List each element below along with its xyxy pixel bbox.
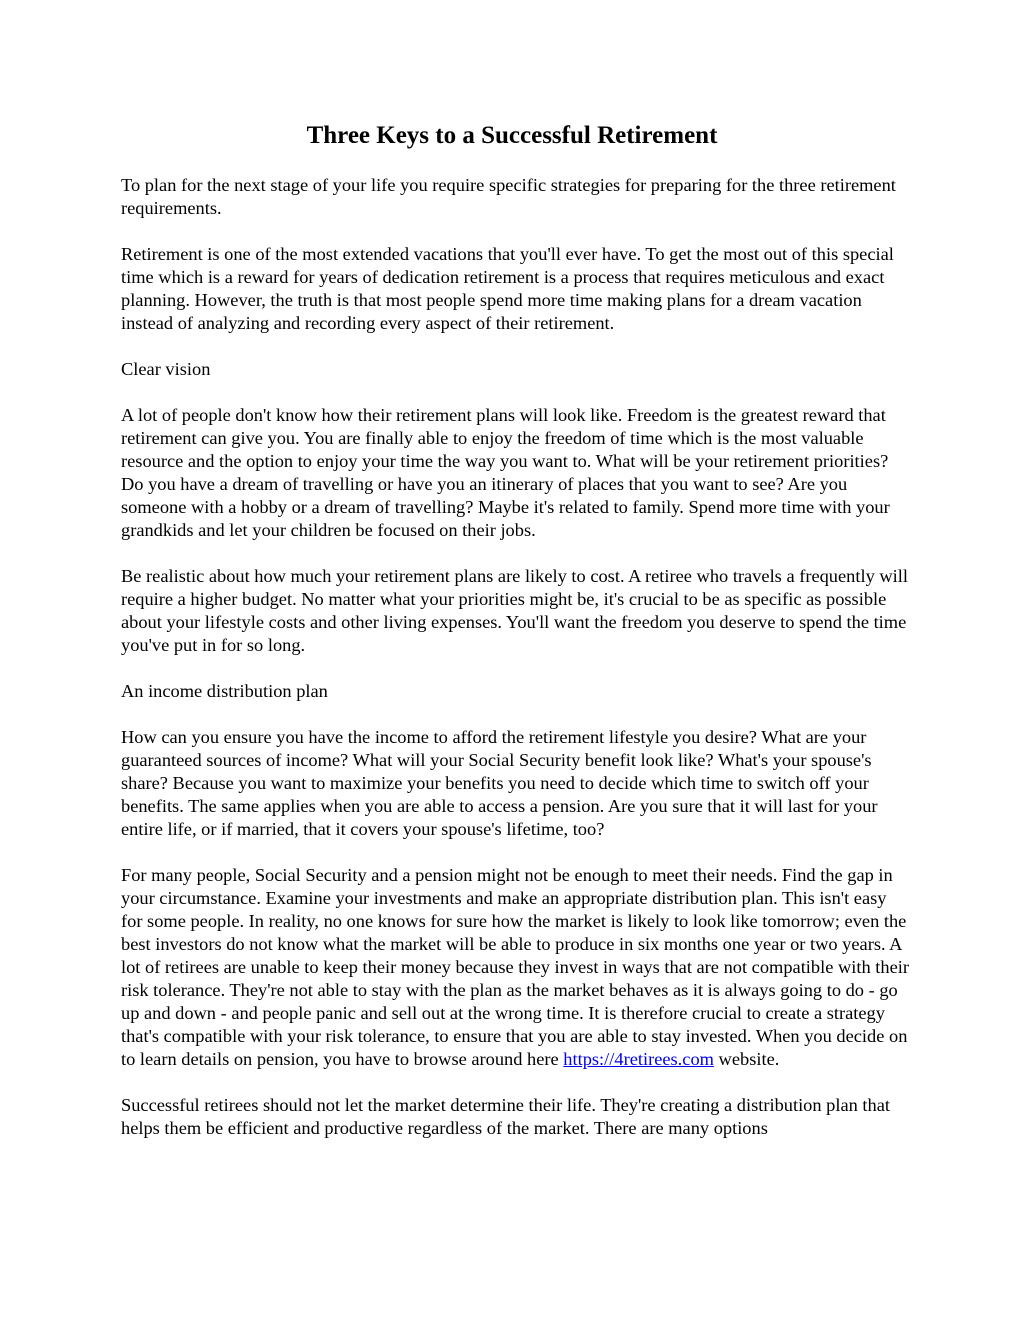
intro-paragraph: To plan for the next stage of your life you require specific strategies for preparing for the three retirement requirements.	[121, 175, 896, 218]
page-title: Three Keys to a Successful Retirement	[306, 122, 718, 149]
paragraph-text-before-link: For many people, Social Security and a pension might not be enough to meet their needs. Find the gap in your circumstance. Examine your investments and make an appropriate distribution plan. This isn't easy for some people. In reality, no one knows for sure how the market is likely to look like tomorrow; even the best investors do not know what the market will be able to produce in six months one year or two years. A lot of retirees are unable to keep their money because they invest in ways that are not compatible with their risk tolerance. They're not able to stay with the plan as the market behaves as it is always going to do - go up and down - and people panic and sell out at the wrong time. It is therefore crucial to create a strategy that's compatible with your risk tolerance, to ensure that you are able to stay invested. When you decide on to learn details on pension, you have to browse around here	[121, 865, 909, 1069]
paragraph-social-security	[121, 864, 911, 1071]
paragraph-income-questions: How can you ensure you have the income to afford the retirement lifestyle you desire? What are your guaranteed sources of income? What will your Social Security benefit look like? What's your spouse's share? Because you want to maximize your benefits you need to decide which time to switch off your benefits. The same applies when you are able to access a pension. Are you sure that it will last for your entire life, or if married, that it covers your spouse's lifetime, too?	[121, 727, 878, 839]
paragraph-freedom: A lot of people don't know how their retirement plans will look like. Freedom is the greatest reward that retirement can give you. You are finally able to enjoy the freedom of time which is the most valuable resource and the option to enjoy your time the way you want to. What will be your retirement priorities? Do you have a dream of travelling or have you an itinerary of places that you want to see? Are you someone with a hobby or a dream of travelling? Maybe it's related to family. Spend more time with your grandkids and let your children be focused on their jobs.	[121, 405, 890, 540]
section-heading-income-distribution: An income distribution plan	[121, 681, 328, 701]
paragraph-be-realistic: Be realistic about how much your retirement plans are likely to cost. A retiree who travels a frequently will require a higher budget. No matter what your priorities might be, it's crucial to be as specific as possible about your lifestyle costs and other living expenses. You'll want the freedom you deserve to spend the time you've put in for so long.	[121, 566, 908, 655]
retirees-website-link[interactable]: https://4retirees.com	[563, 1049, 714, 1069]
document-body	[121, 174, 911, 1163]
paragraph-text-after-link: website.	[713, 1049, 780, 1069]
paragraph-successful-retirees: Successful retirees should not let the market determine their life. They're creating a distribution plan that helps them be efficient and productive regardless of the market. There are many options	[121, 1095, 891, 1138]
paragraph-retirement-vacation: Retirement is one of the most extended vacations that you'll ever have. To get the most out of this special time which is a reward for years of dedication retirement is a process that requires meticulous and exact planning. However, the truth is that most people spend more time making plans for a dream vacation instead of analyzing and recording every aspect of their retirement.	[121, 244, 894, 333]
section-heading-clear-vision: Clear vision	[121, 359, 211, 379]
